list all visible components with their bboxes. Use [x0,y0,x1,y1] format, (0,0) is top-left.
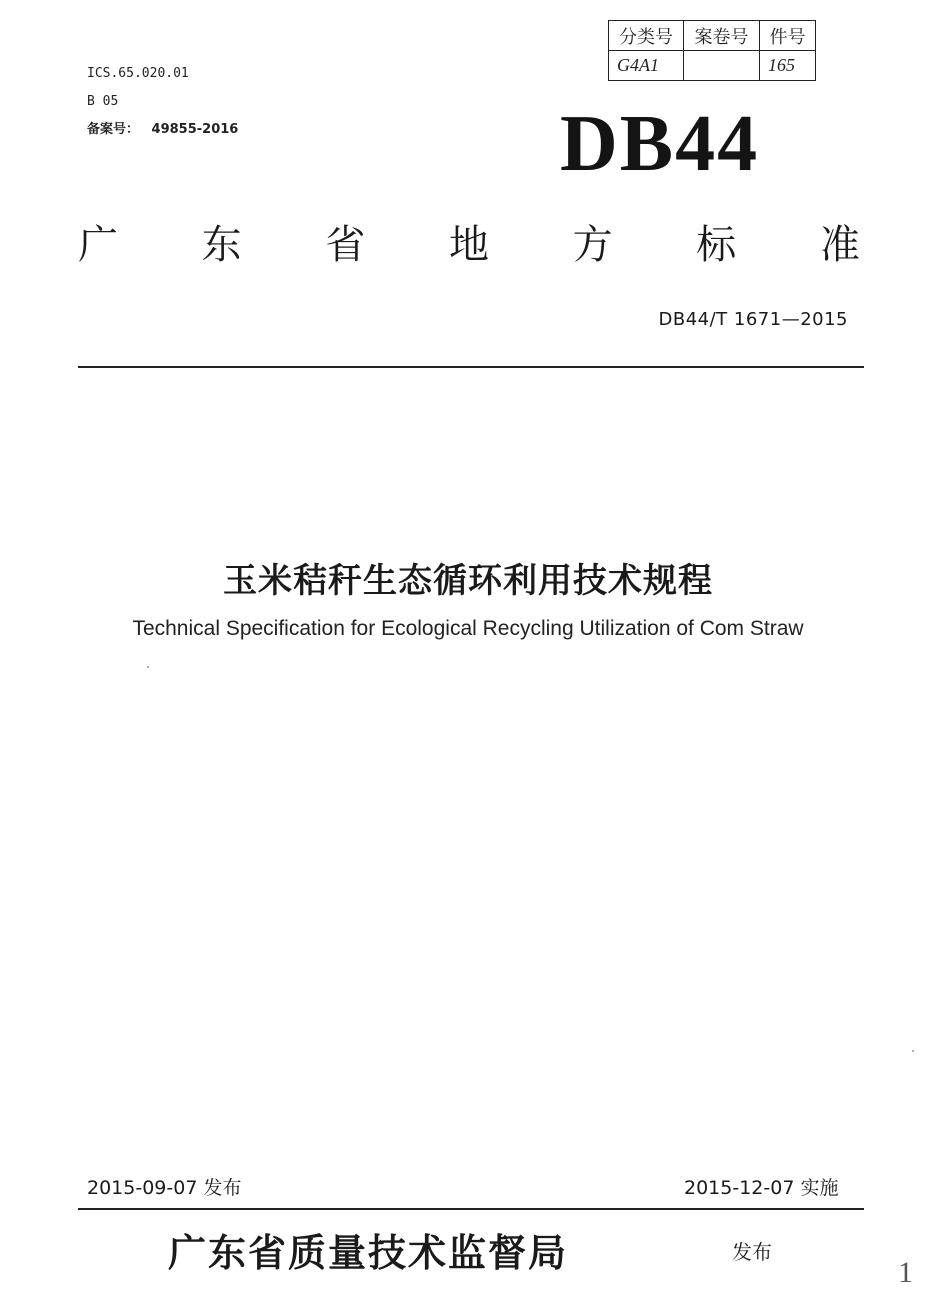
issue-action: 发布 [732,1240,772,1264]
document-title-english: Technical Specification for Ecological Recycling Utilization of Com Straw [132,617,804,640]
archive-value-category: G4A1 [609,51,684,81]
record-label: 备案号： [87,122,140,137]
implement-date: 2015-12-07 实施 [684,1177,839,1199]
title-char: 省 [325,221,366,268]
archive-header-row [609,21,816,51]
archive-value-file [684,51,760,81]
document-title-chinese: 玉米秸秆生态循环利用技术规程 [223,561,713,601]
archive-value-item: 165 [760,51,816,81]
title-char: 标 [696,221,737,268]
title-char: 方 [572,221,613,268]
archive-table [608,20,816,81]
title-char: 地 [448,221,489,268]
issue-date: 2015-09-07 发布 [87,1177,242,1199]
province-standard-title [78,216,860,266]
top-divider [78,366,864,368]
bottom-divider [78,1208,864,1210]
ics-code: ICS.65.020.01 [87,66,189,81]
title-char: 东 [201,221,242,268]
title-char: 广 [78,221,118,268]
standard-code-logo: DB44 [560,100,760,188]
scan-speck [912,1050,914,1052]
record-number [87,118,238,137]
record-value: 49855-2016 [151,122,239,137]
archive-header-file: 案卷号 [684,21,760,51]
title-char: 准 [819,221,860,268]
archive-header-category: 分类号 [609,21,684,51]
issuing-authority: 广东省质量技术监督局 [168,1230,569,1275]
standard-number: DB44/T 1671—2015 [658,309,848,330]
archive-header-item: 件号 [760,21,816,51]
ccs-code: B 05 [87,94,119,109]
scan-speck [147,666,149,668]
archive-value-row [609,51,816,81]
page-number: 1 [898,1256,913,1289]
